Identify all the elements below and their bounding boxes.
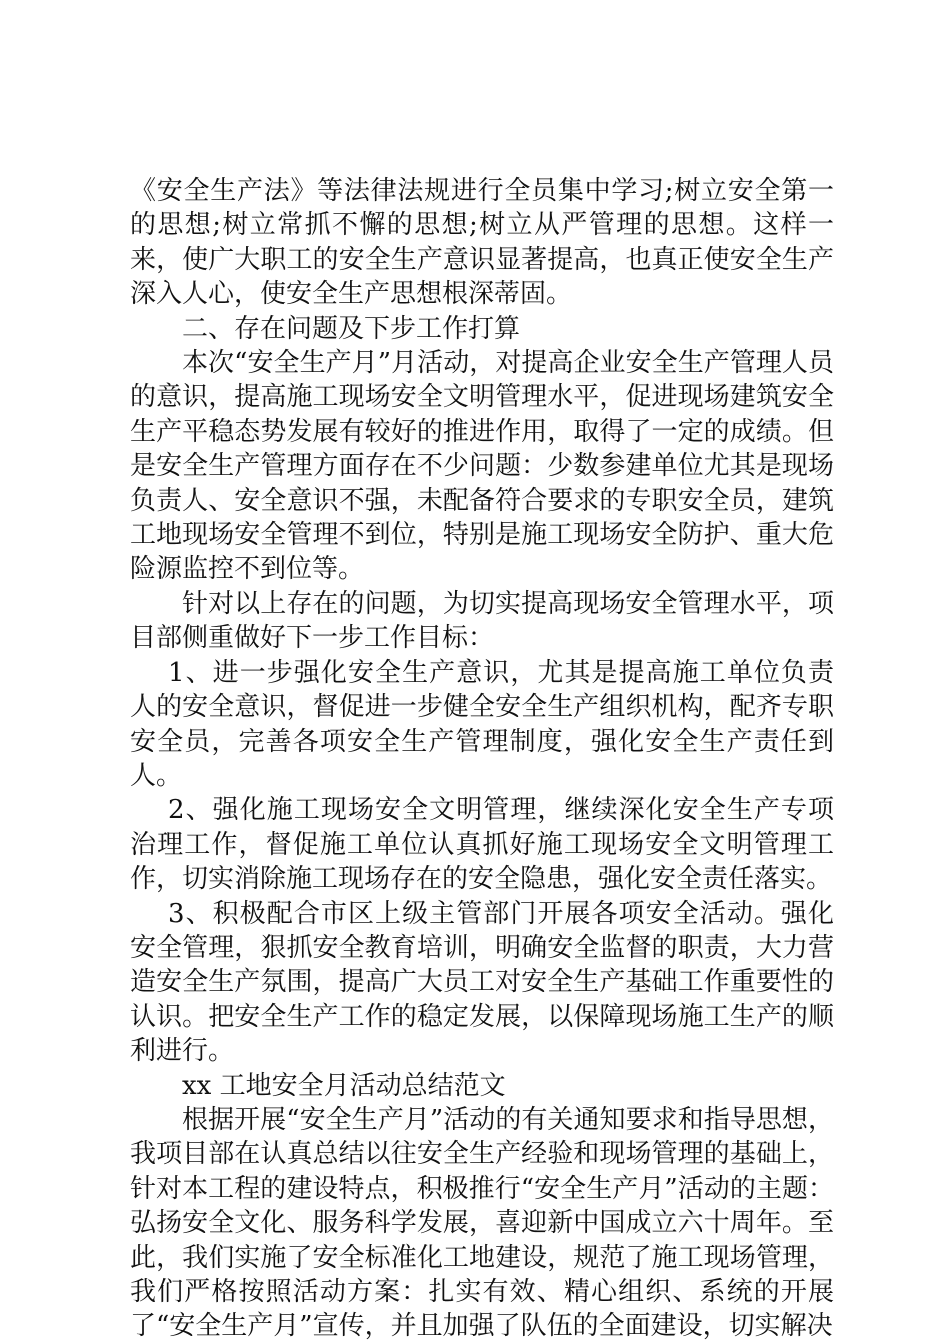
- list-item-2: 2、强化施工现场安全文明管理，继续深化安全生产专项治理工作，督促施工单位认真抓好施工现场安全文明管理工作，切实消除施工现场存在的安全隐患，强化安全责任落实。: [130, 795, 834, 895]
- section-heading-problems: 二、存在问题及下步工作打算: [182, 313, 521, 344]
- list-item-3: 3、积极配合市区上级主管部门开展各项安全活动。强化安全管理，狠抓安全教育培训，明确安全监督的职责，大力营造安全生产氛围，提高广大员工对安全生产基础工作重要性的认识。把安全生产工作的稳定发展，以保障现场施工生产的顺利进行。: [130, 898, 834, 1067]
- document-body: [130, 174, 834, 1344]
- section-heading-sample: xx 工地安全月活动总结范文: [182, 1070, 506, 1101]
- paragraph-activity-summary: 本次“安全生产月”月活动，对提高企业安全生产管理人员的意识，提高施工现场安全文明管理水平，促进现场建筑安全生产平稳态势发展有较好的推进作用，取得了一定的成绩。但是安全生产管理方面存在不少问题：少数参建单位尤其是现场负责人、安全意识不强，未配备符合要求的专职安全员，建筑工地现场安全管理不到位，特别是施工现场安全防护、重大危险源监控不到位等。: [130, 348, 834, 585]
- paragraph-next-goals: 针对以上存在的问题，为切实提高现场安全管理水平，项目部侧重做好下一步工作目标：: [130, 588, 834, 654]
- paragraph-sample-body: 根据开展“安全生产月”活动的有关通知要求和指导思想，我项目部在认真总结以往安全生产经验和现场管理的基础上，针对本工程的建设特点，积极推行“安全生产月”活动的主题：弘扬安全文化、服务科学发展，喜迎新中国成立六十周年。至此，我们实施了安全标准化工地建设，规范了施工现场管理，我们严格按照活动方案：扎实有效、精心组织、系统的开展了“安全生产月”宣传，并且加强了队伍的全面建设，切实解决: [130, 1104, 834, 1342]
- paragraph-intro: 《安全生产法》等法律法规进行全员集中学习;树立安全第一的思想;树立常抓不懈的思想;树立从严管理的思想。这样一来，使广大职工的安全生产意识显著提高，也真正使安全生产深入人心，使安全生产思想根深蒂固。: [130, 176, 834, 310]
- list-item-1: 1、进一步强化安全生产意识，尤其是提高施工单位负责人的安全意识，督促进一步健全安全生产组织机构，配齐专职安全员，完善各项安全生产管理制度，强化安全生产责任到人。: [130, 657, 834, 791]
